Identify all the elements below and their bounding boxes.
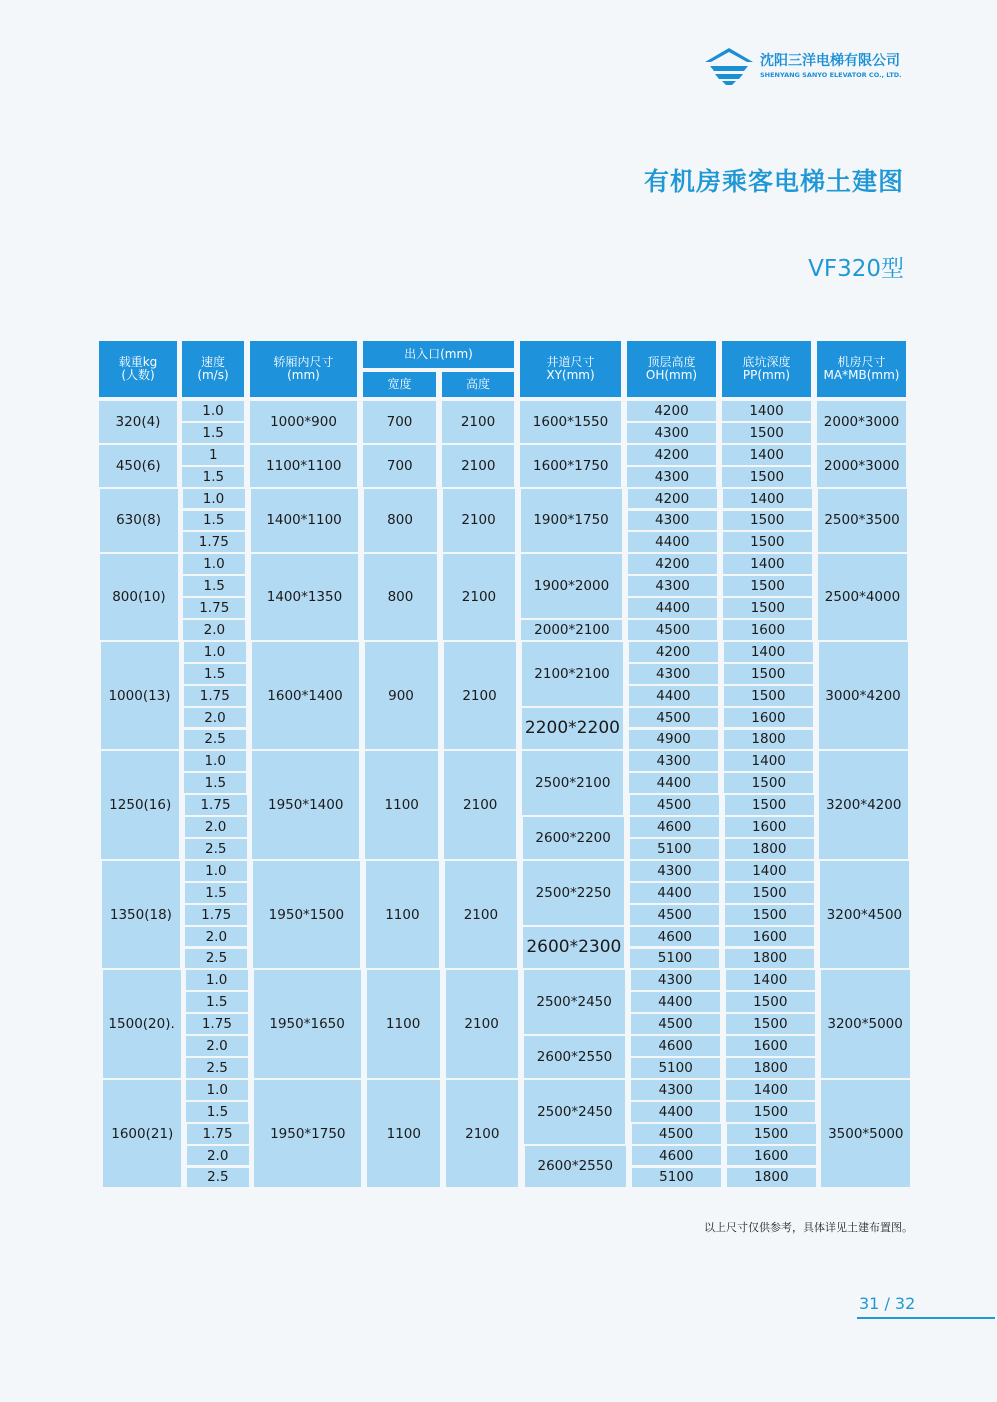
cell-pp: 1600	[725, 927, 814, 947]
cell-width: 700	[363, 445, 436, 487]
cell-pp: 1400	[722, 445, 811, 465]
header-oh-line: 顶层高度	[647, 355, 696, 369]
cell-speed: 1.0	[183, 554, 245, 574]
header-car	[250, 341, 357, 397]
cell-shaft: 2600*2550	[525, 1146, 626, 1188]
cell-shaft: 2600*2300	[523, 927, 624, 969]
cell-oh: 4400	[629, 773, 718, 793]
footnote: 以上尺寸仅供参考，具体详见土建布置图。	[704, 1221, 913, 1234]
cell-car: 1400*1100	[251, 489, 358, 553]
cell-load: 1000(13)	[101, 642, 179, 750]
cell-width: 1100	[367, 1080, 440, 1188]
cell-speed: 1.75	[183, 532, 245, 552]
cell-pp: 1500	[722, 423, 811, 443]
cell-speed: 1.5	[184, 773, 246, 793]
page-title: 有机房乘客电梯土建图	[643, 167, 904, 196]
cell-shaft: 1900*1750	[521, 489, 622, 553]
cell-pp: 1400	[724, 642, 813, 662]
cell-speed: 1.75	[184, 686, 246, 706]
cell-machine: 3500*5000	[821, 1080, 910, 1188]
cell-oh: 4500	[629, 708, 718, 728]
header-machine	[817, 341, 906, 397]
cell-speed: 1.0	[186, 1080, 248, 1100]
cell-speed: 1.5	[182, 467, 244, 487]
cell-pp: 1500	[726, 992, 815, 1012]
cell-pp: 1500	[722, 467, 811, 487]
header-car-line: (mm)	[287, 368, 320, 382]
header-oh	[627, 341, 716, 397]
header-entrance: 出入口(mm)	[363, 341, 514, 368]
cell-machine: 3200*4200	[819, 751, 908, 859]
cell-machine: 2000*3000	[817, 401, 906, 443]
cell-oh: 4300	[631, 1080, 720, 1100]
cell-speed: 1.75	[185, 795, 247, 815]
cell-speed: 1.75	[185, 905, 247, 925]
cell-speed: 1.5	[186, 1102, 248, 1122]
cell-pp: 1500	[724, 773, 813, 793]
cell-speed: 1.75	[187, 1124, 249, 1144]
cell-oh: 5100	[632, 1168, 721, 1188]
cell-shaft: 2500*2450	[524, 970, 625, 1034]
header-speed-line: 速度	[200, 355, 225, 369]
cell-car: 1950*1650	[254, 970, 361, 1078]
cell-oh: 4500	[631, 1014, 720, 1034]
cell-machine: 2500*3500	[818, 489, 907, 553]
cell-pp: 1600	[724, 708, 813, 728]
cell-oh: 4300	[630, 861, 719, 881]
cell-width: 900	[365, 642, 438, 750]
cell-speed: 2.0	[185, 927, 247, 947]
cell-oh: 4500	[628, 620, 717, 640]
cell-pp: 1500	[725, 905, 814, 925]
cell-pp: 1600	[723, 620, 812, 640]
cell-width: 700	[363, 401, 436, 443]
cell-speed: 2.0	[187, 1146, 249, 1166]
cell-load: 450(6)	[99, 445, 177, 487]
cell-pp: 1400	[725, 861, 814, 881]
cell-pp: 1500	[725, 883, 814, 903]
header-height: 高度	[442, 372, 514, 397]
cell-car: 1600*1400	[252, 642, 359, 750]
cell-load: 1500(20).	[103, 970, 181, 1078]
cell-car: 1950*1400	[252, 751, 359, 859]
cell-speed: 1.5	[185, 883, 247, 903]
company-logo	[702, 46, 912, 90]
cell-pp: 1600	[725, 817, 814, 837]
cell-pp: 1500	[723, 532, 812, 552]
header-car-line: 轿厢内尺寸	[273, 355, 334, 369]
cell-oh: 4300	[631, 970, 720, 990]
cell-machine: 3200*5000	[821, 970, 910, 1078]
cell-speed: 1.5	[186, 992, 248, 1012]
cell-height: 2100	[445, 861, 517, 969]
cell-pp: 1500	[724, 686, 813, 706]
cell-shaft: 1600*1750	[520, 445, 621, 487]
cell-speed: 2.5	[184, 730, 246, 750]
cell-height: 2100	[446, 970, 518, 1078]
cell-speed: 1.5	[183, 511, 245, 531]
cell-pp: 1500	[727, 1124, 816, 1144]
cell-speed: 1.0	[183, 489, 245, 509]
header-shaft-line: XY(mm)	[546, 368, 595, 382]
cell-oh: 4600	[630, 817, 719, 837]
header-pp	[722, 341, 811, 397]
cell-speed: 2.5	[187, 1168, 249, 1188]
cell-pp: 1500	[726, 1014, 815, 1034]
cell-load: 1600(21)	[103, 1080, 181, 1188]
cell-pp: 1400	[722, 401, 811, 421]
cell-oh: 4400	[629, 686, 718, 706]
cell-pp: 1800	[724, 730, 813, 750]
cell-oh: 4600	[630, 927, 719, 947]
cell-oh: 4400	[628, 598, 717, 618]
cell-oh: 5100	[630, 839, 719, 859]
cell-car: 1100*1100	[250, 445, 357, 487]
cell-oh: 4300	[629, 751, 718, 771]
cell-pp: 1500	[725, 795, 814, 815]
cell-oh: 4200	[629, 642, 718, 662]
cell-oh: 4300	[629, 664, 718, 684]
header-pp-line: 底坑深度	[742, 355, 791, 369]
cell-oh: 4500	[630, 795, 719, 815]
cell-speed: 1.0	[186, 970, 248, 990]
cell-car: 1950*1750	[254, 1080, 361, 1188]
cell-speed: 2.5	[186, 1058, 248, 1078]
cell-oh: 4300	[627, 423, 716, 443]
cell-shaft: 1600*1550	[520, 401, 621, 443]
cell-oh: 4400	[631, 992, 720, 1012]
cell-car: 1400*1350	[251, 554, 358, 640]
cell-shaft: 2000*2100	[521, 620, 622, 640]
cell-width: 800	[364, 554, 437, 640]
cell-pp: 1600	[727, 1146, 816, 1166]
cell-speed: 1.0	[185, 861, 247, 881]
cell-shaft: 2600*2200	[523, 817, 624, 859]
cell-speed: 2.0	[183, 620, 245, 640]
cell-oh: 4600	[632, 1146, 721, 1166]
cell-pp: 1600	[726, 1036, 815, 1056]
cell-speed: 2.0	[185, 817, 247, 837]
cell-pp: 1500	[724, 664, 813, 684]
cell-oh: 4900	[629, 730, 718, 750]
cell-shaft: 2200*2200	[522, 708, 623, 750]
header-load-line: (人数)	[121, 368, 155, 382]
cell-oh: 5100	[631, 1058, 720, 1078]
header-load-line: 载重kg	[118, 355, 158, 369]
cell-oh: 4200	[628, 489, 717, 509]
cell-pp: 1800	[725, 949, 814, 969]
cell-pp: 1400	[726, 970, 815, 990]
cell-height: 2100	[442, 445, 514, 487]
cell-pp: 1500	[723, 576, 812, 596]
cell-speed: 1	[182, 445, 244, 465]
cell-shaft: 1900*2000	[521, 554, 622, 618]
cell-pp: 1500	[723, 598, 812, 618]
cell-speed: 2.0	[186, 1036, 248, 1056]
cell-shaft: 2500*2450	[524, 1080, 625, 1144]
cell-machine: 2000*3000	[817, 445, 906, 487]
header-oh-line: OH(mm)	[645, 368, 698, 382]
cell-oh: 4400	[628, 532, 717, 552]
cell-pp: 1400	[723, 489, 812, 509]
company-name-en: SHENYANG SANYO ELEVATOR CO., LTD.	[760, 71, 902, 79]
cell-pp: 1500	[726, 1102, 815, 1122]
cell-oh: 4300	[628, 511, 717, 531]
header-shaft	[520, 341, 621, 397]
cell-oh: 4500	[630, 905, 719, 925]
cell-shaft: 2600*2550	[524, 1036, 625, 1078]
cell-pp: 1500	[723, 511, 812, 531]
cell-shaft: 2100*2100	[522, 642, 623, 706]
cell-oh: 5100	[630, 949, 719, 969]
cell-speed: 1.0	[182, 401, 244, 421]
cell-speed: 2.0	[184, 708, 246, 728]
cell-width: 1100	[367, 970, 440, 1078]
cell-height: 2100	[444, 751, 516, 859]
cell-speed: 1.75	[186, 1014, 248, 1034]
cell-speed: 2.5	[185, 839, 247, 859]
cell-oh: 4300	[628, 576, 717, 596]
header-speed-line: (m/s)	[197, 368, 229, 382]
cell-width: 1100	[365, 751, 438, 859]
page-number: 31 / 32	[859, 1294, 916, 1313]
cell-pp: 1400	[724, 751, 813, 771]
cell-height: 2100	[446, 1080, 518, 1188]
cell-shaft: 2500*2100	[522, 751, 623, 815]
header-load	[99, 341, 177, 397]
cell-shaft: 2500*2250	[523, 861, 624, 925]
cell-height: 2100	[444, 642, 516, 750]
cell-machine: 3000*4200	[819, 642, 908, 750]
cell-speed: 1.5	[184, 664, 246, 684]
cell-load: 1350(18)	[102, 861, 180, 969]
cell-speed: 1.5	[183, 576, 245, 596]
cell-oh: 4400	[631, 1102, 720, 1122]
header-machine-line: 机房尺寸	[837, 355, 886, 369]
cell-oh: 4600	[631, 1036, 720, 1056]
cell-speed: 1.75	[183, 598, 245, 618]
cell-oh: 4400	[630, 883, 719, 903]
cell-pp: 1800	[725, 839, 814, 859]
cell-oh: 4200	[627, 401, 716, 421]
header-shaft-line: 井道尺寸	[546, 355, 595, 369]
cell-pp: 1400	[723, 554, 812, 574]
cell-oh: 4200	[628, 554, 717, 574]
header-width: 宽度	[363, 372, 436, 397]
cell-width: 1100	[366, 861, 439, 969]
cell-speed: 1.0	[184, 751, 246, 771]
cell-speed: 1.0	[184, 642, 246, 662]
cell-load: 1250(16)	[101, 751, 179, 859]
cell-oh: 4500	[632, 1124, 721, 1144]
cell-pp: 1400	[726, 1080, 815, 1100]
cell-width: 800	[364, 489, 437, 553]
cell-car: 1000*900	[250, 401, 357, 443]
sanyo-logo-icon	[702, 46, 756, 86]
cell-pp: 1800	[726, 1058, 815, 1078]
header-machine-line: MA*MB(mm)	[823, 368, 900, 382]
header-pp-line: PP(mm)	[742, 368, 791, 382]
cell-speed: 1.5	[182, 423, 244, 443]
cell-height: 2100	[443, 489, 515, 553]
header-speed	[182, 341, 244, 397]
cell-height: 2100	[442, 401, 514, 443]
cell-machine: 2500*4000	[818, 554, 907, 640]
cell-load: 800(10)	[100, 554, 178, 640]
cell-car: 1950*1500	[253, 861, 360, 969]
cell-oh: 4300	[627, 467, 716, 487]
cell-load: 320(4)	[99, 401, 177, 443]
company-name-cn: 沈阳三洋电梯有限公司	[760, 53, 900, 69]
cell-machine: 3200*4500	[820, 861, 909, 969]
cell-oh: 4200	[627, 445, 716, 465]
cell-speed: 2.5	[185, 949, 247, 969]
model-title: VF320型	[808, 256, 904, 282]
cell-height: 2100	[443, 554, 515, 640]
page-number-underline	[857, 1317, 995, 1319]
cell-load: 630(8)	[100, 489, 178, 553]
cell-pp: 1800	[727, 1168, 816, 1188]
